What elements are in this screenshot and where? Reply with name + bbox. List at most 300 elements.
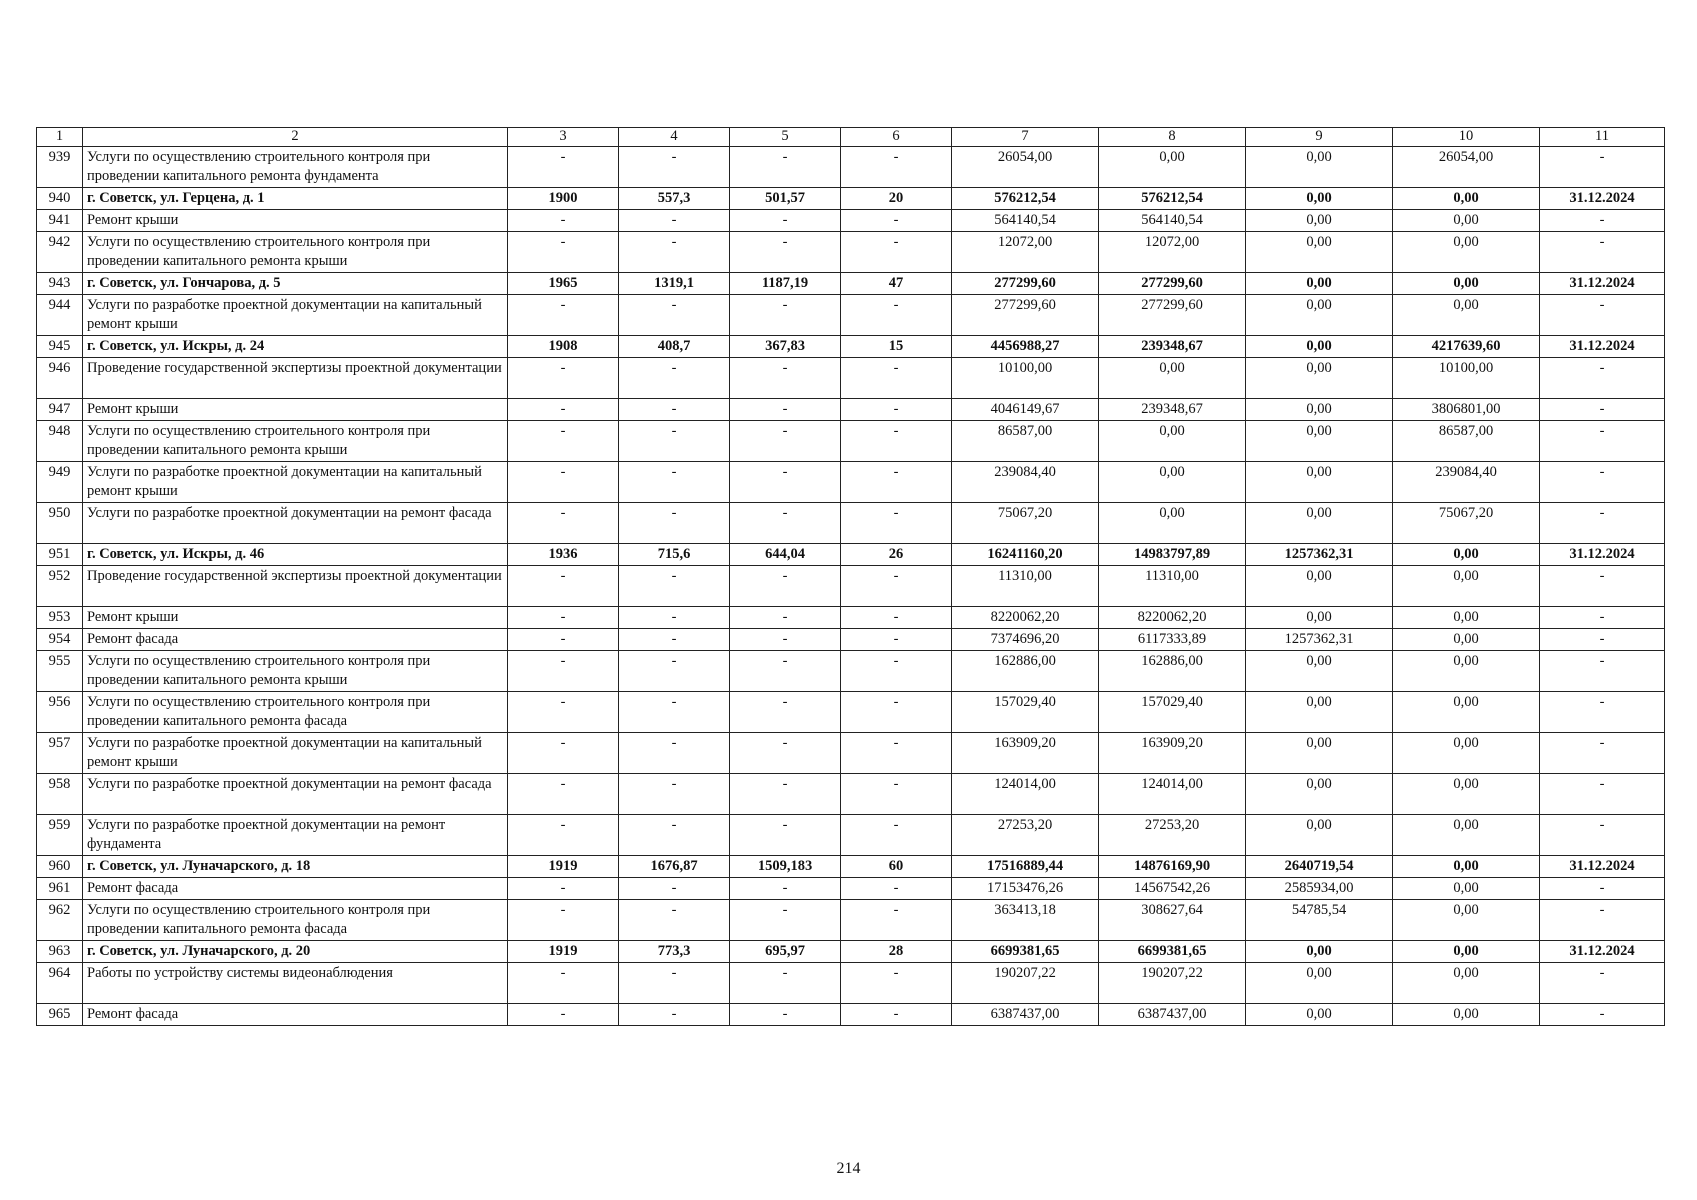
value-cell: 0,00 (1393, 733, 1540, 774)
value-cell: - (619, 629, 730, 651)
row-number: 958 (37, 774, 83, 815)
work-row (37, 733, 1665, 774)
value-cell: - (730, 295, 841, 336)
work-description: Услуги по разработке проектной документации на ремонт фасада (83, 774, 508, 815)
value-cell: 31.12.2024 (1540, 273, 1665, 295)
value-cell: - (1540, 629, 1665, 651)
value-cell: - (730, 421, 841, 462)
value-cell: - (1540, 210, 1665, 232)
value-cell: - (730, 358, 841, 399)
value-cell: 86587,00 (952, 421, 1099, 462)
work-description: Ремонт крыши (83, 607, 508, 629)
value-cell: 0,00 (1246, 462, 1393, 503)
work-description: Услуги по разработке проектной документации на капитальный ремонт крыши (83, 733, 508, 774)
value-cell: 576212,54 (1099, 188, 1246, 210)
value-cell: - (730, 147, 841, 188)
value-cell: 557,3 (619, 188, 730, 210)
work-row (37, 963, 1665, 1004)
register-table (36, 127, 1665, 1026)
work-row (37, 566, 1665, 607)
value-cell: 0,00 (1099, 147, 1246, 188)
value-cell: 277299,60 (1099, 295, 1246, 336)
page-number: 214 (836, 1160, 861, 1177)
value-cell: 564140,54 (952, 210, 1099, 232)
value-cell: - (841, 232, 952, 273)
value-cell: 1319,1 (619, 273, 730, 295)
value-cell: - (730, 900, 841, 941)
work-description: Ремонт фасада (83, 878, 508, 900)
value-cell: - (619, 733, 730, 774)
value-cell: 0,00 (1393, 273, 1540, 295)
value-cell: 0,00 (1246, 273, 1393, 295)
row-number: 944 (37, 295, 83, 336)
value-cell: 408,7 (619, 336, 730, 358)
value-cell: - (1540, 1004, 1665, 1026)
value-cell: - (508, 232, 619, 273)
value-cell: - (619, 963, 730, 1004)
value-cell: 31.12.2024 (1540, 336, 1665, 358)
value-cell: 26054,00 (952, 147, 1099, 188)
value-cell: 0,00 (1393, 295, 1540, 336)
value-cell: 3806801,00 (1393, 399, 1540, 421)
value-cell: 0,00 (1246, 358, 1393, 399)
value-cell: 47 (841, 273, 952, 295)
value-cell: 162886,00 (1099, 651, 1246, 692)
value-cell: 14876169,90 (1099, 856, 1246, 878)
value-cell: - (508, 629, 619, 651)
value-cell: 0,00 (1246, 147, 1393, 188)
value-cell: 31.12.2024 (1540, 544, 1665, 566)
address-row (37, 544, 1665, 566)
value-cell: 1919 (508, 856, 619, 878)
value-cell: 10100,00 (1393, 358, 1540, 399)
value-cell: - (841, 210, 952, 232)
value-cell: - (1540, 900, 1665, 941)
value-cell: 11310,00 (952, 566, 1099, 607)
value-cell: 277299,60 (952, 273, 1099, 295)
value-cell: 0,00 (1393, 774, 1540, 815)
value-cell: - (730, 733, 841, 774)
value-cell: - (841, 815, 952, 856)
value-cell: 308627,64 (1099, 900, 1246, 941)
address-row (37, 336, 1665, 358)
value-cell: 715,6 (619, 544, 730, 566)
value-cell: - (841, 358, 952, 399)
value-cell: 190207,22 (1099, 963, 1246, 1004)
work-description: Услуги по разработке проектной документации на капитальный ремонт крыши (83, 295, 508, 336)
value-cell: - (508, 607, 619, 629)
row-number: 956 (37, 692, 83, 733)
value-cell: 16241160,20 (952, 544, 1099, 566)
value-cell: 4217639,60 (1393, 336, 1540, 358)
value-cell: 26 (841, 544, 952, 566)
value-cell: 0,00 (1393, 607, 1540, 629)
value-cell: - (619, 147, 730, 188)
value-cell: 0,00 (1246, 774, 1393, 815)
column-header: 1 (37, 128, 83, 147)
value-cell: 0,00 (1393, 210, 1540, 232)
value-cell: - (619, 295, 730, 336)
value-cell: - (730, 651, 841, 692)
row-number: 940 (37, 188, 83, 210)
value-cell: - (841, 503, 952, 544)
value-cell: 6387437,00 (1099, 1004, 1246, 1026)
value-cell: 1509,183 (730, 856, 841, 878)
work-row (37, 147, 1665, 188)
value-cell: 12072,00 (952, 232, 1099, 273)
address-cell: г. Советск, ул. Гончарова, д. 5 (83, 273, 508, 295)
value-cell: 31.12.2024 (1540, 856, 1665, 878)
value-cell: - (841, 651, 952, 692)
address-row (37, 941, 1665, 963)
value-cell: - (619, 462, 730, 503)
value-cell: 0,00 (1393, 629, 1540, 651)
column-header: 8 (1099, 128, 1246, 147)
value-cell: 0,00 (1246, 503, 1393, 544)
value-cell: - (1540, 295, 1665, 336)
value-cell: 75067,20 (1393, 503, 1540, 544)
address-cell: г. Советск, ул. Луначарского, д. 20 (83, 941, 508, 963)
work-row (37, 421, 1665, 462)
value-cell: 239084,40 (1393, 462, 1540, 503)
value-cell: 0,00 (1246, 210, 1393, 232)
column-header: 4 (619, 128, 730, 147)
value-cell: - (730, 462, 841, 503)
value-cell: - (1540, 503, 1665, 544)
work-row (37, 815, 1665, 856)
value-cell: 0,00 (1393, 900, 1540, 941)
value-cell: 0,00 (1393, 856, 1540, 878)
value-cell: 1257362,31 (1246, 544, 1393, 566)
value-cell: 163909,20 (1099, 733, 1246, 774)
value-cell: 0,00 (1393, 566, 1540, 607)
value-cell: 0,00 (1246, 295, 1393, 336)
work-row (37, 878, 1665, 900)
work-description: Услуги по осуществлению строительного контроля при проведении капитального ремонта фасада (83, 692, 508, 733)
value-cell: 26054,00 (1393, 147, 1540, 188)
value-cell: - (730, 210, 841, 232)
value-cell: 644,04 (730, 544, 841, 566)
value-cell: - (841, 421, 952, 462)
value-cell: 0,00 (1246, 1004, 1393, 1026)
value-cell: 1187,19 (730, 273, 841, 295)
value-cell: - (508, 358, 619, 399)
row-number: 950 (37, 503, 83, 544)
value-cell: - (508, 210, 619, 232)
value-cell: 0,00 (1246, 188, 1393, 210)
value-cell: - (508, 295, 619, 336)
value-cell: 0,00 (1393, 815, 1540, 856)
value-cell: - (730, 774, 841, 815)
value-cell: 6699381,65 (1099, 941, 1246, 963)
value-cell: - (508, 566, 619, 607)
value-cell: 15 (841, 336, 952, 358)
value-cell: 773,3 (619, 941, 730, 963)
value-cell: - (619, 1004, 730, 1026)
value-cell: - (508, 878, 619, 900)
value-cell: - (1540, 462, 1665, 503)
row-number: 949 (37, 462, 83, 503)
work-description: Работы по устройству системы видеонаблюдения (83, 963, 508, 1004)
value-cell: 239348,67 (1099, 336, 1246, 358)
work-description: Проведение государственной экспертизы проектной документации (83, 358, 508, 399)
value-cell: 20 (841, 188, 952, 210)
address-cell: г. Советск, ул. Герцена, д. 1 (83, 188, 508, 210)
value-cell: 157029,40 (952, 692, 1099, 733)
work-description: Услуги по осуществлению строительного контроля при проведении капитального ремонта крыши (83, 421, 508, 462)
value-cell: - (619, 210, 730, 232)
value-cell: 239084,40 (952, 462, 1099, 503)
value-cell: 0,00 (1393, 692, 1540, 733)
value-cell: 31.12.2024 (1540, 941, 1665, 963)
value-cell: - (508, 963, 619, 1004)
value-cell: 124014,00 (952, 774, 1099, 815)
value-cell: 4046149,67 (952, 399, 1099, 421)
value-cell: - (619, 607, 730, 629)
work-row (37, 629, 1665, 651)
column-header: 5 (730, 128, 841, 147)
value-cell: - (508, 692, 619, 733)
address-cell: г. Советск, ул. Искры, д. 24 (83, 336, 508, 358)
row-number: 964 (37, 963, 83, 1004)
value-cell: 1257362,31 (1246, 629, 1393, 651)
value-cell: 8220062,20 (952, 607, 1099, 629)
row-number: 953 (37, 607, 83, 629)
value-cell: - (508, 147, 619, 188)
value-cell: 0,00 (1393, 878, 1540, 900)
value-cell: - (619, 815, 730, 856)
value-cell: 14567542,26 (1099, 878, 1246, 900)
value-cell: 1900 (508, 188, 619, 210)
row-number: 942 (37, 232, 83, 273)
value-cell: 0,00 (1099, 358, 1246, 399)
value-cell: 0,00 (1393, 941, 1540, 963)
work-row (37, 692, 1665, 733)
row-number: 959 (37, 815, 83, 856)
value-cell: - (841, 629, 952, 651)
work-description: Услуги по разработке проектной документации на ремонт фундамента (83, 815, 508, 856)
row-number: 952 (37, 566, 83, 607)
work-row (37, 900, 1665, 941)
value-cell: 0,00 (1246, 692, 1393, 733)
value-cell: - (730, 878, 841, 900)
value-cell: 0,00 (1099, 421, 1246, 462)
work-row (37, 1004, 1665, 1026)
value-cell: - (730, 692, 841, 733)
value-cell: 124014,00 (1099, 774, 1246, 815)
value-cell: - (508, 815, 619, 856)
value-cell: - (619, 900, 730, 941)
address-row (37, 273, 1665, 295)
value-cell: 0,00 (1099, 503, 1246, 544)
work-description: Услуги по осуществлению строительного контроля при проведении капитального ремонта фасада (83, 900, 508, 941)
value-cell: - (1540, 651, 1665, 692)
row-number: 939 (37, 147, 83, 188)
value-cell: 6117333,89 (1099, 629, 1246, 651)
value-cell: - (841, 963, 952, 1004)
value-cell: - (730, 963, 841, 1004)
row-number: 941 (37, 210, 83, 232)
value-cell: - (841, 566, 952, 607)
value-cell: - (841, 399, 952, 421)
value-cell: - (1540, 733, 1665, 774)
work-row (37, 399, 1665, 421)
work-row (37, 295, 1665, 336)
work-description: Проведение государственной экспертизы проектной документации (83, 566, 508, 607)
row-number: 960 (37, 856, 83, 878)
value-cell: - (841, 900, 952, 941)
row-number: 957 (37, 733, 83, 774)
value-cell: 54785,54 (1246, 900, 1393, 941)
value-cell: - (1540, 358, 1665, 399)
column-header: 11 (1540, 128, 1665, 147)
row-number: 955 (37, 651, 83, 692)
value-cell: 1919 (508, 941, 619, 963)
work-description: Ремонт фасада (83, 1004, 508, 1026)
value-cell: 17516889,44 (952, 856, 1099, 878)
value-cell: 695,97 (730, 941, 841, 963)
value-cell: 0,00 (1393, 544, 1540, 566)
work-description: Ремонт крыши (83, 210, 508, 232)
value-cell: 27253,20 (1099, 815, 1246, 856)
value-cell: 2640719,54 (1246, 856, 1393, 878)
value-cell: 363413,18 (952, 900, 1099, 941)
value-cell: 0,00 (1246, 607, 1393, 629)
work-description: Услуги по разработке проектной документации на ремонт фасада (83, 503, 508, 544)
value-cell: 28 (841, 941, 952, 963)
value-cell: 4456988,27 (952, 336, 1099, 358)
value-cell: 190207,22 (952, 963, 1099, 1004)
value-cell: - (1540, 815, 1665, 856)
column-header: 2 (83, 128, 508, 147)
value-cell: - (619, 232, 730, 273)
value-cell: 239348,67 (1099, 399, 1246, 421)
value-cell: 2585934,00 (1246, 878, 1393, 900)
value-cell: 0,00 (1246, 399, 1393, 421)
work-description: Услуги по разработке проектной документации на капитальный ремонт крыши (83, 462, 508, 503)
work-row (37, 462, 1665, 503)
value-cell: - (730, 607, 841, 629)
value-cell: - (619, 692, 730, 733)
row-number: 945 (37, 336, 83, 358)
column-header: 3 (508, 128, 619, 147)
row-number: 962 (37, 900, 83, 941)
value-cell: 501,57 (730, 188, 841, 210)
row-number: 947 (37, 399, 83, 421)
value-cell: - (508, 503, 619, 544)
value-cell: 6387437,00 (952, 1004, 1099, 1026)
value-cell: 0,00 (1246, 336, 1393, 358)
value-cell: - (508, 462, 619, 503)
value-cell: - (730, 399, 841, 421)
column-header: 6 (841, 128, 952, 147)
value-cell: - (841, 607, 952, 629)
value-cell: - (730, 815, 841, 856)
work-description: Услуги по осуществлению строительного контроля при проведении капитального ремонта крыши (83, 232, 508, 273)
value-cell: - (1540, 878, 1665, 900)
value-cell: - (1540, 774, 1665, 815)
value-cell: 1676,87 (619, 856, 730, 878)
value-cell: 75067,20 (952, 503, 1099, 544)
value-cell: - (1540, 147, 1665, 188)
value-cell: - (841, 774, 952, 815)
value-cell: 576212,54 (952, 188, 1099, 210)
value-cell: 564140,54 (1099, 210, 1246, 232)
address-cell: г. Советск, ул. Искры, д. 46 (83, 544, 508, 566)
work-row (37, 503, 1665, 544)
value-cell: 0,00 (1246, 421, 1393, 462)
row-number: 963 (37, 941, 83, 963)
row-number: 961 (37, 878, 83, 900)
value-cell: 0,00 (1393, 188, 1540, 210)
value-cell: 1908 (508, 336, 619, 358)
value-cell: 0,00 (1246, 566, 1393, 607)
work-row (37, 358, 1665, 399)
work-description: Услуги по осуществлению строительного контроля при проведении капитального ремонта фундамента (83, 147, 508, 188)
column-header: 9 (1246, 128, 1393, 147)
value-cell: - (508, 733, 619, 774)
column-header: 10 (1393, 128, 1540, 147)
value-cell: 162886,00 (952, 651, 1099, 692)
value-cell: 0,00 (1099, 462, 1246, 503)
work-description: Услуги по осуществлению строительного контроля при проведении капитального ремонта крыши (83, 651, 508, 692)
value-cell: - (1540, 963, 1665, 1004)
column-number-header-row (37, 128, 1665, 147)
value-cell: - (841, 147, 952, 188)
row-number: 948 (37, 421, 83, 462)
value-cell: - (508, 421, 619, 462)
value-cell: 367,83 (730, 336, 841, 358)
value-cell: 0,00 (1246, 815, 1393, 856)
value-cell: - (841, 733, 952, 774)
row-number: 954 (37, 629, 83, 651)
value-cell: - (730, 503, 841, 544)
value-cell: 0,00 (1246, 651, 1393, 692)
value-cell: 0,00 (1246, 941, 1393, 963)
value-cell: - (841, 295, 952, 336)
value-cell: - (619, 774, 730, 815)
value-cell: - (619, 651, 730, 692)
column-header: 7 (952, 128, 1099, 147)
work-row (37, 651, 1665, 692)
value-cell: 86587,00 (1393, 421, 1540, 462)
value-cell: - (619, 878, 730, 900)
work-row (37, 607, 1665, 629)
value-cell: 14983797,89 (1099, 544, 1246, 566)
value-cell: - (1540, 399, 1665, 421)
value-cell: 0,00 (1393, 963, 1540, 1004)
value-cell: 7374696,20 (952, 629, 1099, 651)
value-cell: - (619, 399, 730, 421)
address-row (37, 188, 1665, 210)
work-row (37, 774, 1665, 815)
value-cell: 11310,00 (1099, 566, 1246, 607)
value-cell: 0,00 (1393, 1004, 1540, 1026)
value-cell: 0,00 (1393, 232, 1540, 273)
value-cell: 31.12.2024 (1540, 188, 1665, 210)
value-cell: 157029,40 (1099, 692, 1246, 733)
value-cell: - (1540, 232, 1665, 273)
value-cell: - (508, 1004, 619, 1026)
value-cell: - (508, 900, 619, 941)
value-cell: - (730, 566, 841, 607)
value-cell: 0,00 (1246, 232, 1393, 273)
value-cell: - (1540, 692, 1665, 733)
value-cell: 1965 (508, 273, 619, 295)
value-cell: - (1540, 607, 1665, 629)
value-cell: - (508, 774, 619, 815)
value-cell: 6699381,65 (952, 941, 1099, 963)
